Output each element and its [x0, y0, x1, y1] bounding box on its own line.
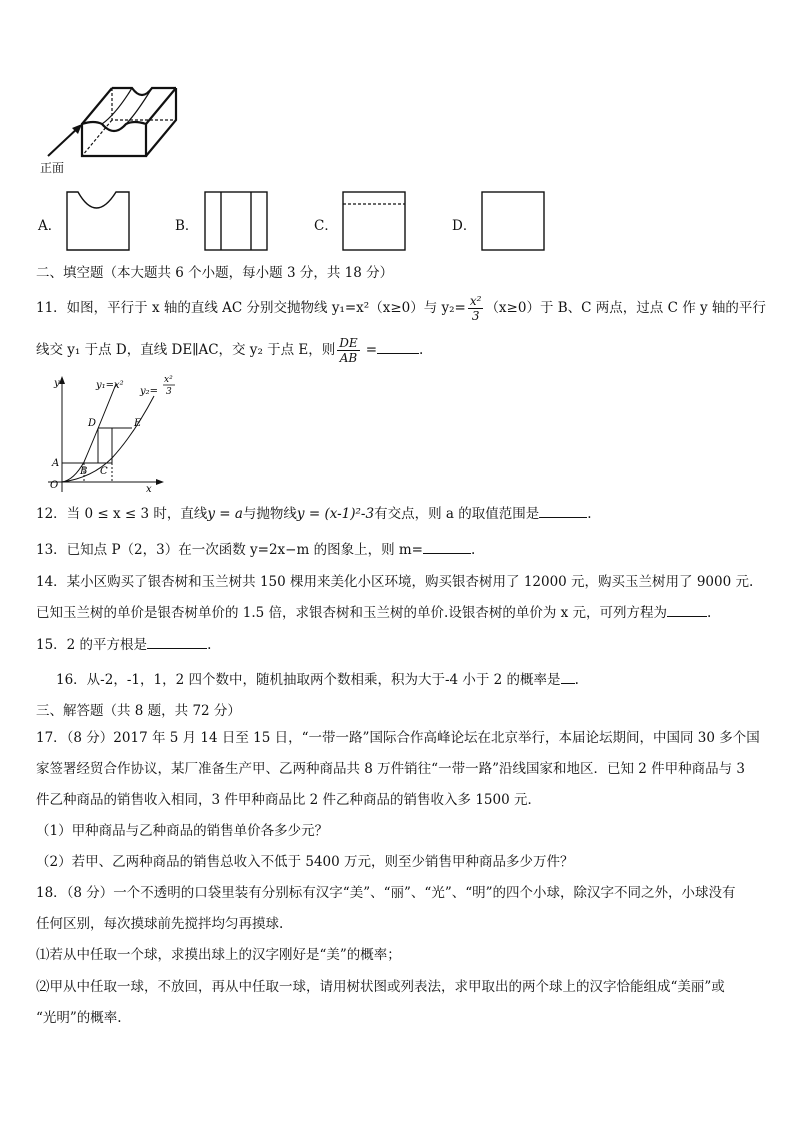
section3-heading: 三、解答题（共 8 题，共 72 分） [36, 703, 241, 719]
question-18-sub1: ⑴若从中任取一个球，求摸出球上的汉字刚好是“美”的概率； [36, 947, 401, 963]
question-18-line2: 任何区别，每次摸球前先搅拌均匀再摸球. [36, 916, 284, 932]
section2-heading: 二、填空题（本大题共 6 个小题，每小题 3 分，共 18 分） [36, 265, 394, 281]
question-15: 15．2 的平方根是 . [36, 637, 212, 653]
question-12: 12．当 0 ≤ x ≤ 3 时，直线y = a与抛物线y = (x-1)²-3有交点，则 a 的取值范围是 . [36, 506, 592, 522]
option-c-letter: C． [314, 218, 338, 234]
question-17-sub1: （1）甲种商品与乙种商品的销售单价各多少元？ [36, 823, 329, 839]
question-11-line1: 11．如图，平行于 x 轴的直线 AC 分别交抛物线 y₁=x²（x≥0）与 y₂= $\frac{\text{x²}}{3}$ （x≥0）于 B、C 两点，过点 C 作 y 轴的平行 [36, 294, 766, 323]
svg-text:C: C [100, 466, 108, 477]
front-face [82, 122, 146, 156]
option-a-figure [62, 186, 134, 256]
question-18-sub2: ⑵甲从中任取一球，不放回，再从中任取一球，请用树状图或列表法，求甲取出的两个球上的汉字恰能组成“美丽”或 [36, 979, 725, 995]
svg-text:y₂=: y₂= [140, 386, 159, 397]
question-17-line1: 17．（8 分）2017 年 5 月 14 日至 15 日，“一带一路”国际合作高峰论坛在北京举行，本届论坛期间，中国同 30 多个国 [36, 730, 760, 746]
option-c-figure [338, 186, 410, 256]
svg-text:y: y [54, 378, 60, 389]
option-b-figure [200, 186, 272, 256]
svg-text:y₁=x²: y₁=x² [96, 380, 124, 391]
svg-text:D: D [88, 418, 97, 429]
question-18-sub3: “光明”的概率. [36, 1010, 122, 1026]
svg-text:B: B [80, 466, 88, 477]
answer-blank-11 [377, 353, 419, 354]
svg-text:x²: x² [164, 375, 173, 385]
svg-text:O: O [50, 480, 59, 491]
question-13: 13．已知点 P（2，3）在一次函数 y=2x−m 的图象上，则 m= . [36, 542, 476, 558]
question-17-sub2: （2）若甲、乙两种商品的销售总收入不低于 5400 万元，则至少销售甲种商品多少万件？ [36, 854, 574, 870]
answer-blank-12 [539, 517, 587, 518]
question-17-line3: 件乙种商品的销售收入相同，3 件甲种商品比 2 件乙种商品的销售收入多 1500 元． [36, 792, 541, 808]
answer-blank-13 [423, 553, 471, 554]
answer-blank-16 [561, 683, 575, 684]
front-label: 正面 [40, 161, 65, 175]
curve-y1 [62, 384, 116, 482]
svg-text:3: 3 [166, 387, 172, 397]
answer-blank-15 [147, 648, 207, 649]
option-b-letter: B． [175, 218, 199, 234]
option-d-letter: D． [452, 218, 477, 234]
option-d-figure [477, 186, 549, 256]
curve-y2 [62, 396, 154, 482]
question-14-line2: 已知玉兰树的单价是银杏树单价的 1.5 倍，求银杏树和玉兰树的单价.设银杏树的单价为 x 元，可列方程为 . [36, 605, 712, 621]
question-14-line1: 14．某小区购买了银杏树和玉兰树共 150 棵用来美化小区环境，购买银杏树用了 12000 元，购买玉兰树用了 9000 元. [36, 574, 754, 590]
svg-text:x: x [146, 484, 152, 495]
parabola-graph [40, 370, 180, 495]
answer-blank-14 [667, 616, 707, 617]
question-11-line2: 线交 y₁ 于点 D，直线 DE∥AC，交 y₂ 于点 E，则 $\frac{DE}{AB}$ = . [36, 336, 424, 365]
question-17-line2: 家签署经贸合作协议，某厂准备生产甲、乙两种商品共 8 万件销往“一带一路”沿线国家和地区．已知 2 件甲种商品与 3 [36, 761, 746, 777]
svg-text:E: E [134, 418, 142, 429]
question-18-line1: 18．（8 分）一个不透明的口袋里装有分别标有汉字“美”、“丽”、“光”、“明”的四个小球，除汉字不同之外，小球没有 [36, 885, 736, 901]
option-a-letter: A． [38, 218, 62, 234]
question-16: 16．从-2，-1，1，2 四个数中，随机抽取两个数相乘，积为大于-4 小于 2 的概率是 . [56, 672, 579, 688]
svg-text:A: A [52, 458, 60, 469]
channel-solid-figure [36, 80, 186, 180]
